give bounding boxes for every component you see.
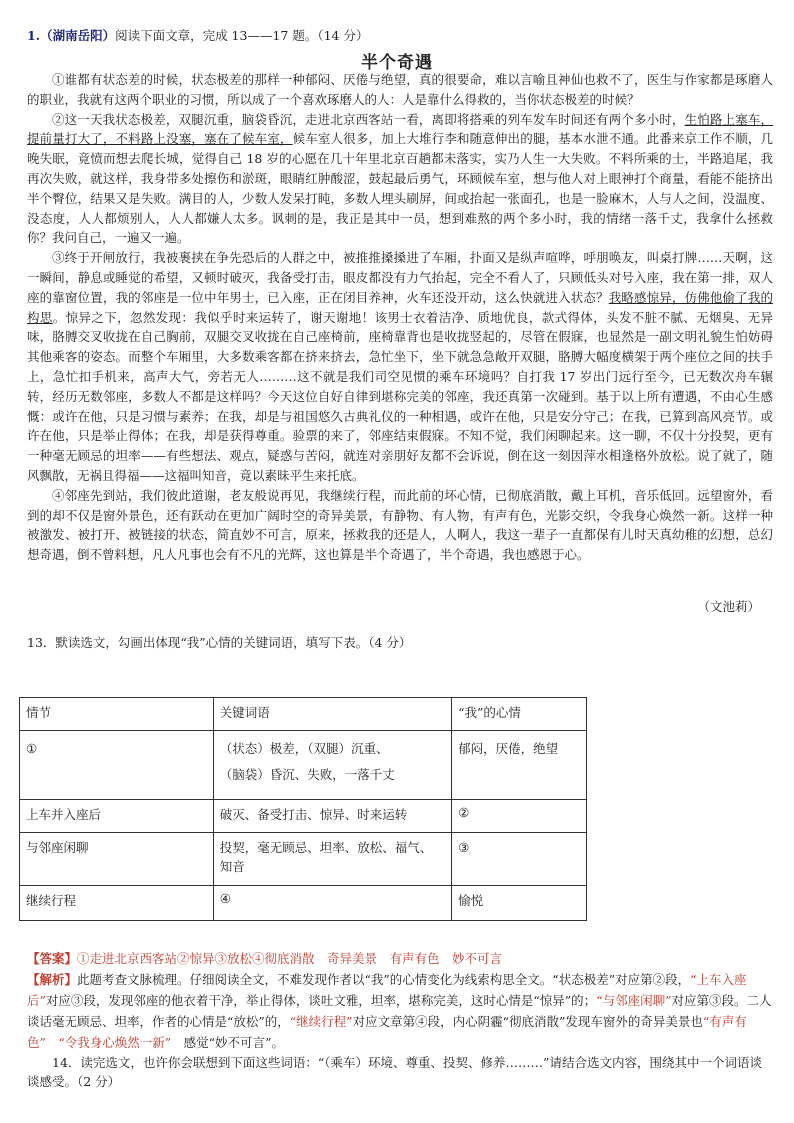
question-14: 14．读完选文，也许你会联想到下面这些词语：“（乘车）环境、尊重、投契、修养………”请结合选文内容，围绕其中一个词语谈谈感受。（2 分）	[27, 1055, 762, 1089]
answer-tag: 【答案】	[27, 951, 78, 966]
analysis-text-e: 感觉“妙不可言”。	[171, 1035, 284, 1050]
cell-plot: ①	[20, 731, 214, 800]
analysis-text-b: 对应③段，发现邻座的他衣着干净，举止得体，谈吐文雅，坦率，堪称完美，这时心情是“惊异”的；	[45, 993, 597, 1008]
paragraph-3-text-b: 。惊异之下，忽然发现：我似乎时来运转了，谢天谢地！该男士衣着洁净、质地优良，款式得体，头发不脏不腻、无烟臭、无异味，胳膊交叉收拢在自己胸前，双腿交叉收拢在自己座椅前，座椅靠背也是收拢竖起的，尽管在假寐，也显然是一副文明礼貌生怕妨碍其他乘客的姿态。而整个车厢里，大多数乘客都在挤来挤去，急忙坐下，坐下就急急敞开双腿，胳膊大幅度横架于两个座位之间的扶手上，急忙扣手机来，高声大气，旁若无人………这不就是我们司空见惯的乘车环境吗？自打我 17 岁出门远行至今，已无数次舟车辗转，经历无数邻座，多数人不都是这样吗？今天这位自好自律到堪称完美的邻座，我还真第一次碰到。基于以上所有遭遇，不由心生感慨：或许在他，只是习惯与素养；在我，却是与祖国悠久古典礼仪的一种相遇，或许在他，只是安分守己；在我，已算到高风亮节。或许在他，只是举止得体；在我，却是获得尊重。验票的来了，邻座结束假寐。不知不觉，我们闲聊起来。这一聊，不仅十分投契，更有一种毫无顾忌的坦率——有些想法、观点，疑惑与苦闷，就连对亲朋好友都不会诉说，倒在这一刻因萍水相逢格外放松。说了就了，随风飘散，无祸且得福——这福叫知音，竟以素昧平生来托底。	[27, 309, 773, 483]
paragraph-3-text-a: ③终于开闸放行，我被裹挟在争先恐后的人群之中，被推推搡搡进了车厢，扑面又是纵声喧哗，呼朋唤友，叫桌打牌……天啊，这一瞬间，静息或睡觉的希望，又顿时破灭，我备受打击，眼皮都没有力气抬起，完全不看人了，只顾低头对号入座，我在第一排，双人座的靠窗位置，我的邻座是一位中年男士，已入座，正在闭目养神，火车还没开动，这么快就进入状态？	[27, 250, 773, 305]
question-source: （湖南岳阳）	[40, 28, 116, 43]
cell-mood: 愉悦	[452, 886, 587, 921]
cell-keywords: 破灭、备受打击、惊异、时来运转	[213, 800, 451, 833]
paragraph-2-text-a: ②这一天我状态极差，双腿沉重，脑袋昏沉，走进北京西客站一看，离即将搭乘的列车发车时间还有两个多小时，	[52, 111, 685, 127]
mood-table	[19, 697, 587, 921]
header-keywords: 关键词语	[213, 698, 451, 731]
paragraph-1: ①谁都有状态差的时候，状态极差的那样一种郁闷、厌倦与绝望，真的很要命，难以言喻且神仙也救不了，医生与作家都是琢磨人的职业，我就有这两个职业的习惯，所以成了一个喜欢琢磨人的人：人是靠什么得救的，当你状态极差的时候？	[27, 72, 773, 107]
analysis-highlight-3: “继续行程”	[289, 1014, 353, 1029]
paragraph-3-underlined: 我略感惊异，仿佛他偷了我的构思	[27, 289, 773, 325]
header-mood: “我”的心情	[452, 698, 587, 731]
analysis-text-d: 对应文章第④段，内心阴霾“彻底消散”发现车窗外的奇异美景也	[352, 1014, 703, 1029]
analysis-tag: 【解析】	[27, 972, 78, 987]
article-author: （文池莉）	[697, 599, 760, 614]
article-title: 半个奇遇	[361, 53, 433, 73]
header-plot: 情节	[20, 698, 214, 731]
answer-text: ①走进北京西客站②惊异③放松④彻底消散 奇异美景 有声有色 妙不可言	[77, 951, 503, 966]
paragraph-3	[27, 248, 773, 486]
article-body	[27, 70, 773, 565]
cell-plot: 与邻座闲聊	[20, 833, 214, 886]
paragraph-2-underlined: 生怕路上塞车，提前量打大了，不料路上没塞，塞在了候车室，	[27, 111, 773, 147]
analysis-text-c: 对应第③段。二人谈话毫无顾忌、坦率，作者的心情是“放松”的，	[27, 993, 772, 1029]
cell-mood: ③	[452, 833, 587, 886]
cell-mood: ②	[452, 800, 587, 833]
table-header-row	[20, 698, 587, 731]
table-row	[20, 800, 587, 833]
analysis-text-a: 此题考查文脉梳理。仔细阅读全文，不难发现作者以“我”的心情变化为线索构思全文。“状态极差”对应第②段，	[77, 972, 691, 987]
cell-keywords	[213, 833, 451, 886]
keywords-line-2: 知音	[219, 859, 245, 874]
question-number: 1.	[27, 28, 41, 43]
keywords-line-1: （状态）极差，（双腿）沉重、	[219, 741, 389, 756]
analysis-highlight-1: “上车入座后”	[27, 972, 747, 1008]
paragraph-4: ④邻座先到站，我们彼此道谢，老友般说再见，我继续行程，而此前的坏心情，已彻底消散，戴上耳机，音乐低回。远望窗外，看到的却不仅是窗外景色，还有跃动在更加广阔时空的奇异美景，有静物、有人物，有声有色，光影交织，令我身心焕然一新。这样一种被激发、被打开、被链接的状态，简直妙不可言，原来，拯救我的还是人，人啊人，我这一辈子一直都保有儿时天真幼稚的幻想，总幻想奇遇，倒不曾料想，凡人凡事也会有不凡的光辉，这也算是半个奇遇了，半个奇遇，我也感恩于心。	[27, 487, 773, 563]
analysis-highlight-2: “与邻座闲聊”	[596, 993, 672, 1008]
question-13: 13．默读选文，勾画出体现“我”心情的关键词语，填写下表。（4 分）	[27, 635, 412, 650]
cell-keywords	[213, 731, 451, 800]
answer-section	[27, 948, 773, 1053]
table-row	[20, 833, 587, 886]
answer-line	[27, 948, 773, 969]
cell-keywords: ④	[213, 886, 451, 921]
table-row	[20, 731, 587, 800]
analysis-highlight-4: “有声有色” “令我身心焕然一新”	[27, 1014, 747, 1050]
cell-plot: 继续行程	[20, 886, 214, 921]
keywords-line-1: 投契，毫无顾忌、坦率、放松、福气、	[219, 840, 433, 855]
analysis-block	[27, 969, 773, 1053]
paragraph-2	[27, 110, 773, 249]
question-instruction: 阅读下面文章，完成 13——17 题。（14 分）	[115, 28, 369, 43]
table-row	[20, 886, 587, 921]
keywords-line-2: （脑袋）昏沉、失败，一落千丈	[219, 767, 395, 782]
paragraph-2-text-b: 候车室人很多，加上大堆行李和随意伸出的腿，基本水泄不通。此番来京工作不顺，几晚失眠，竟愤而想去爬长城，觉得自己 18 岁的心愿在几十年里北京百趟都未落实，实乃人生一大失败。不料所乘的士，半路追尾，我再次失败，就这样，我身带多处擦伤和淤斑，眼睛红肿酸涩，鼓起最后勇气，环顾候车室，想与他人对上眼神打个商量，看能不能挤出半个臀位，结果又是失败。满目的人，少数人发呆打盹，多数人埋头刷屏，间或抬起一张面孔，也是一脸麻木，人与人之间，没温度、没态度，人人都烦别人，人人都嫌人太多。讽刺的是，我正是其中一员，想到难熬的两个多小时，我的情绪一落千丈，我拿什么拯救你？我问自己，一遍又一遍。	[27, 131, 773, 246]
cell-mood: 郁闷，厌倦，绝望	[452, 731, 587, 800]
cell-plot: 上车并入座后	[20, 800, 214, 833]
question-header	[27, 26, 368, 44]
